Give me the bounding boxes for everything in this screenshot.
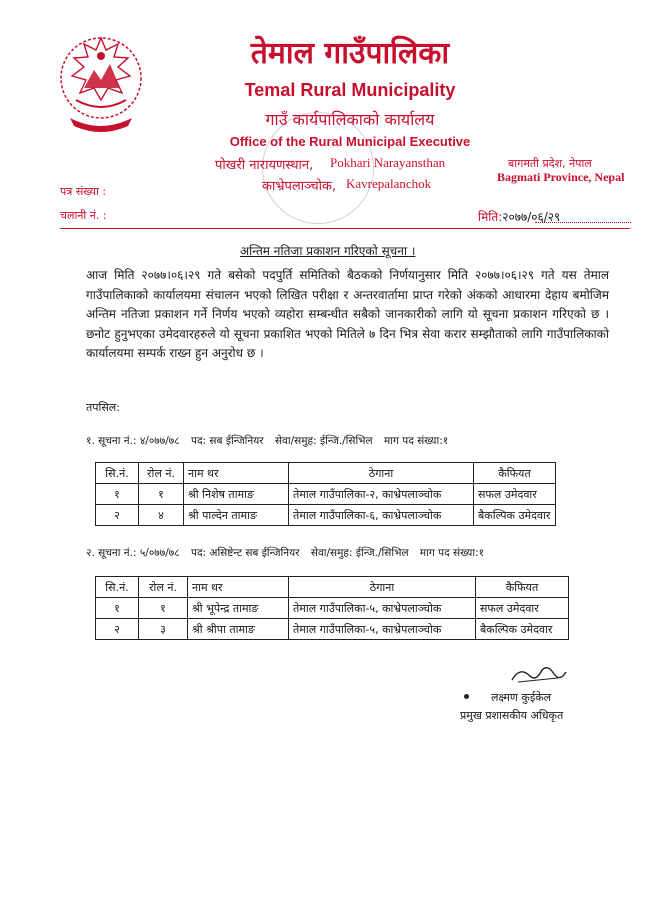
cell-roll: ३: [139, 619, 188, 640]
cell-address: तेमाल गाउँपालिका-५, काभ्रेपलाञ्चोक: [289, 598, 476, 619]
date-value: २०७७/०६/२९: [502, 210, 561, 224]
letterhead-divider: [60, 228, 630, 229]
cell-address: तेमाल गाउँपालिका-६, काभ्रेपलाञ्चोक: [289, 505, 474, 526]
results-table-2: [95, 576, 569, 640]
col-remarks: कैफियत: [474, 463, 556, 484]
date-dotted-line: [535, 222, 631, 223]
table-row: [96, 484, 556, 505]
municipality-name-nepali: तेमाल गाउँपालिका: [250, 36, 450, 71]
table-row: [96, 505, 556, 526]
signatory-title: प्रमुख प्रशासकीय अधिकृत: [460, 709, 564, 722]
col-name: नाम थर: [188, 577, 289, 598]
cell-address: तेमाल गाउँपालिका-२, काभ्रेपलाञ्चोक: [289, 484, 474, 505]
nepal-emblem-icon: [56, 30, 146, 140]
dispatch-number-label: चलानी नं. :: [60, 209, 107, 222]
section-1-demand: माग पद संख्या:१: [384, 435, 449, 447]
col-sn: सि.नं.: [96, 463, 139, 484]
signatory-name: लक्ष्मण कुईकेल: [491, 691, 552, 704]
col-remarks: कैफियत: [476, 577, 569, 598]
province-nepali: बागमती प्रदेश, नेपाल: [508, 157, 592, 170]
cell-name: श्री श्रीपा तामाङ: [188, 619, 289, 640]
col-sn: सि.नं.: [96, 577, 139, 598]
table-header-row: [96, 577, 569, 598]
section-2-post: पद: असिष्टेन्ट सब ईन्जिनियर: [191, 547, 300, 559]
cell-sn: २: [96, 619, 139, 640]
notice-subject: अन्तिम नतिजा प्रकाशन गरिएको सूचना ।: [240, 244, 416, 258]
col-address: ठेगाना: [289, 463, 474, 484]
details-label: तपसिल:: [86, 401, 120, 414]
bullet-dot: [464, 694, 469, 699]
cell-remarks: बैकल्पिक उमेदवार: [474, 505, 556, 526]
cell-sn: २: [96, 505, 139, 526]
section-2-demand: माग पद संख्या:१: [419, 547, 485, 559]
col-roll: रोल नं.: [139, 577, 188, 598]
cell-roll: १: [139, 484, 184, 505]
office-name-english: Office of the Rural Municipal Executive: [229, 134, 471, 149]
table-row: [96, 598, 569, 619]
cell-remarks: सफल उमेदवार: [476, 598, 569, 619]
letter-number-label: पत्र संख्या :: [60, 185, 107, 198]
section-1-notice-number: १. सूचना नं.: ४/०७७/७८: [86, 435, 180, 447]
section-2-notice-number: २. सूचना नं.: ५/०७७/७८: [86, 547, 180, 559]
table-header-row: [96, 463, 556, 484]
cell-roll: १: [139, 598, 188, 619]
cell-name: श्री भूपेन्द्र तामाङ: [188, 598, 289, 619]
cell-remarks: सफल उमेदवार: [474, 484, 556, 505]
section-2-service: सेवा/समुह: ईन्जि./सिभिल: [310, 547, 409, 559]
section-1-post: पद: सब ईन्जिनियर: [191, 435, 264, 447]
results-table-1: [95, 462, 556, 526]
province-english: Bagmati Province, Nepal: [497, 170, 625, 184]
cell-name: श्री निशेष तामाङ: [184, 484, 289, 505]
date-label: मिति:: [478, 210, 503, 224]
address-nepali: पोखरी नारायणस्थान,: [215, 158, 314, 173]
table-row: [96, 619, 569, 640]
cell-name: श्री पाल्देन तामाङ: [184, 505, 289, 526]
cell-roll: ४: [139, 505, 184, 526]
cell-address: तेमाल गाउँपालिका-५, काभ्रेपलाञ्चोक: [289, 619, 476, 640]
section-2-header: [86, 546, 492, 560]
cell-sn: १: [96, 484, 139, 505]
section-1-service: सेवा/समुह: ईन्जि./सिभिल: [274, 435, 373, 447]
section-1-header: [86, 434, 456, 448]
col-address: ठेगाना: [289, 577, 476, 598]
district-english: Kavrepalanchok: [346, 176, 432, 191]
col-name: नाम थर: [184, 463, 289, 484]
cell-remarks: बैकल्पिक उमेदवार: [476, 619, 569, 640]
cell-sn: १: [96, 598, 139, 619]
signature-scribble: [508, 662, 568, 686]
notice-body: आज मिति २०७७।०६।२९ गते बसेको पदपुर्ति समितिको बैठकको निर्णयानुसार मिति २०७७।०६।२९ गते यस तेमाल गाउँपालिकाको कार्यालयमा संचालन भएको लिखित परीक्षा र अन्तरवार्तामा प्राप्त गरेको अंकको आधारमा देहाय बमोजिम अन्तिम नतिजा प्रकाशन गर्ने निर्णय भएको व्यहोरा सम्बन्धीत सबैको जानकारीको लागि यो सूचना प्रकाशन गरिएको छ । छनोट हुनुभएका उमेदवारहरुले यो सूचना प्रकाशित भएको मितिले ७ दिन भित्र सेवा करार सम्झौताको लागि गाउँपालिकाको कार्यालयमा सम्पर्क राख्न हुन अनुरोध छ ।: [86, 268, 609, 360]
col-roll: रोल नं.: [139, 463, 184, 484]
office-name-nepali: गाउँ कार्यपालिकाको कार्यालय: [265, 110, 435, 129]
district-nepali: काभ्रेपलाञ्चोक,: [262, 179, 337, 194]
address-english: Pokhari Narayansthan: [330, 155, 446, 170]
municipality-name-english: Temal Rural Municipality: [244, 80, 456, 100]
